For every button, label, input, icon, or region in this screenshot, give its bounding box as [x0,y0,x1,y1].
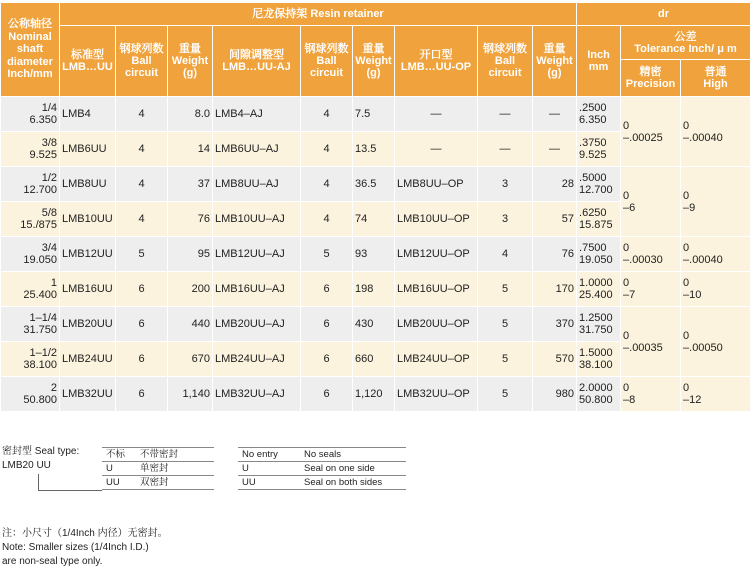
legend-desc: Seal on one side [300,462,406,476]
open-model-cell: LMB32UU–OP [395,377,478,412]
header-inch-mm: Inch mm [577,26,621,97]
header-dr: dr [577,3,750,26]
bracket-line [38,490,102,491]
adj-model-cell: LMB4–AJ [213,97,301,132]
seal-type-code: LMB20 UU [2,460,51,471]
weight-cell: 93 [353,237,395,272]
std-model-cell: LMB6UU [60,132,116,167]
std-model-cell: LMB10UU [60,202,116,237]
header-weight-1: 重量 Weight (g) [168,26,213,97]
weight-cell: 198 [353,272,395,307]
weight-cell: 570 [533,342,577,377]
ball-circuit-cell: 5 [478,342,533,377]
dr-cell: .2500 6.350 [577,97,621,132]
weight-cell: 57 [533,202,577,237]
note-en-line1: Note: Smaller sizes (1/4Inch I.D.) [2,542,149,553]
ball-circuit-cell: 5 [478,377,533,412]
ball-circuit-cell: 6 [301,342,353,377]
table-row [1,377,750,412]
tolerance-precision-cell: 0 –.00035 [621,307,681,377]
legend-code: 不标 [102,448,136,462]
adj-model-cell: LMB10UU–AJ [213,202,301,237]
weight-cell: 36.5 [353,167,395,202]
header-shaft: 公称轴径 Nominal shaft diameter Inch/mm [1,3,60,97]
header-high: 普通 High [681,60,750,97]
ball-circuit-cell: 3 [478,202,533,237]
weight-cell: — [533,97,577,132]
legend-desc: No seals [300,448,406,462]
ball-circuit-cell: 6 [116,307,168,342]
bracket-line [38,474,39,490]
seal-legend-en [238,447,406,490]
weight-cell: 76 [533,237,577,272]
legend-row [102,476,214,490]
ball-circuit-cell: 5 [116,237,168,272]
tolerance-precision-cell: 0 –.00030 [621,237,681,272]
legend-desc: 双密封 [136,476,214,490]
table-row [1,97,750,132]
legend-desc: Seal on both sides [300,476,406,490]
legend-desc: 不带密封 [136,448,214,462]
footnotes [2,527,168,569]
adj-model-cell: LMB12UU–AJ [213,237,301,272]
header-tolerance: 公差 Tolerance Inch/ μ m [621,26,750,60]
open-model-cell: LMB12UU–OP [395,237,478,272]
open-model-cell: LMB8UU–OP [395,167,478,202]
ball-circuit-cell: 6 [116,342,168,377]
tolerance-high-cell: 0 –.00040 [681,237,750,272]
table-row [1,237,750,272]
ball-circuit-cell: 4 [301,167,353,202]
ball-circuit-cell: 6 [301,377,353,412]
weight-cell: — [533,132,577,167]
dr-cell: 1.5000 38.100 [577,342,621,377]
ball-circuit-cell: 4 [301,97,353,132]
adj-model-cell: LMB16UU–AJ [213,272,301,307]
std-model-cell: LMB24UU [60,342,116,377]
tolerance-high-cell: 0 –.00050 [681,307,750,377]
tolerance-high-cell: 0 –12 [681,377,750,412]
header-ball-circuit-2: 钢球列数 Ball circuit [301,26,353,97]
legend-code: U [102,462,136,476]
weight-cell: 8.0 [168,97,213,132]
tolerance-precision-cell: 0 –8 [621,377,681,412]
std-model-cell: LMB8UU [60,167,116,202]
adj-model-cell: LMB8UU–AJ [213,167,301,202]
ball-circuit-cell: 4 [301,202,353,237]
shaft-cell: 1 25.400 [1,272,60,307]
weight-cell: 430 [353,307,395,342]
ball-circuit-cell: 6 [301,307,353,342]
ball-circuit-cell: 6 [116,272,168,307]
legend-row [102,462,214,476]
open-model-cell: LMB20UU–OP [395,307,478,342]
adj-model-cell: LMB24UU–AJ [213,342,301,377]
header-weight-2: 重量 Weight (g) [353,26,395,97]
weight-cell: 37 [168,167,213,202]
spec-table [0,2,750,412]
tolerance-high-cell: 0 –9 [681,167,750,237]
shaft-cell: 3/4 19.050 [1,237,60,272]
dr-cell: 2.0000 50.800 [577,377,621,412]
legend-row [102,448,214,462]
shaft-cell: 1/4 6.350 [1,97,60,132]
open-model-cell: LMB16UU–OP [395,272,478,307]
tolerance-precision-cell: 0 –7 [621,272,681,307]
weight-cell: 170 [533,272,577,307]
weight-cell: 980 [533,377,577,412]
note-cn: 注：小尺寸（1/4Inch 内径）无密封。 [2,528,168,539]
header-standard-model: 标准型 LMB…UU [60,26,116,97]
open-model-cell: — [395,97,478,132]
ball-circuit-cell: 5 [478,307,533,342]
weight-cell: 13.5 [353,132,395,167]
dr-cell: .7500 19.050 [577,237,621,272]
tolerance-precision-cell: 0 –.00025 [621,97,681,167]
weight-cell: 74 [353,202,395,237]
legend-row [238,462,406,476]
header-weight-3: 重量 Weight (g) [533,26,577,97]
ball-circuit-cell: 5 [301,237,353,272]
ball-circuit-cell: 4 [301,132,353,167]
ball-circuit-cell: 4 [116,202,168,237]
weight-cell: 440 [168,307,213,342]
weight-cell: 95 [168,237,213,272]
weight-cell: 7.5 [353,97,395,132]
weight-cell: 1,140 [168,377,213,412]
legend-row [238,448,406,462]
legend-code: No entry [238,448,300,462]
ball-circuit-cell: 5 [478,272,533,307]
adj-model-cell: LMB20UU–AJ [213,307,301,342]
header-adjustable-model: 间隙调整型 LMB…UU-AJ [213,26,301,97]
ball-circuit-cell: 3 [478,167,533,202]
legend-code: UU [102,476,136,490]
header-resin-retainer: 尼龙保持架 Resin retainer [60,3,577,26]
adj-model-cell: LMB6UU–AJ [213,132,301,167]
table-row [1,307,750,342]
ball-circuit-cell: 6 [116,377,168,412]
ball-circuit-cell: 4 [116,167,168,202]
std-model-cell: LMB12UU [60,237,116,272]
ball-circuit-cell: 4 [478,237,533,272]
ball-circuit-cell: — [478,97,533,132]
ball-circuit-cell: 4 [116,97,168,132]
std-model-cell: LMB32UU [60,377,116,412]
std-model-cell: LMB4 [60,97,116,132]
ball-circuit-cell: — [478,132,533,167]
legend-desc: 单密封 [136,462,214,476]
std-model-cell: LMB20UU [60,307,116,342]
dr-cell: 1.2500 31.750 [577,307,621,342]
dr-cell: .6250 15.875 [577,202,621,237]
header-ball-circuit-1: 钢球列数 Ball circuit [116,26,168,97]
table-row [1,167,750,202]
dr-cell: .3750 9.525 [577,132,621,167]
ball-circuit-cell: 6 [301,272,353,307]
std-model-cell: LMB16UU [60,272,116,307]
weight-cell: 14 [168,132,213,167]
shaft-cell: 1–1/2 38.100 [1,342,60,377]
tolerance-high-cell: 0 –.00040 [681,97,750,167]
tolerance-high-cell: 0 –10 [681,272,750,307]
shaft-cell: 2 50.800 [1,377,60,412]
open-model-cell: LMB24UU–OP [395,342,478,377]
weight-cell: 28 [533,167,577,202]
weight-cell: 370 [533,307,577,342]
header-open-model: 开口型 LMB…UU-OP [395,26,478,97]
ball-circuit-cell: 4 [116,132,168,167]
legend-row [238,476,406,490]
header-ball-circuit-3: 钢球列数 Ball circuit [478,26,533,97]
open-model-cell: — [395,132,478,167]
legend-code: UU [238,476,300,490]
table-row [1,272,750,307]
weight-cell: 76 [168,202,213,237]
dr-cell: 1.0000 25.400 [577,272,621,307]
open-model-cell: LMB10UU–OP [395,202,478,237]
seal-type-label: 密封型 Seal type: [2,446,80,457]
shaft-cell: 1/2 12.700 [1,167,60,202]
seal-legend-cn [102,447,214,490]
header-precision: 精密 Precision [621,60,681,97]
shaft-cell: 3/8 9.525 [1,132,60,167]
shaft-cell: 1–1/4 31.750 [1,307,60,342]
weight-cell: 200 [168,272,213,307]
tolerance-precision-cell: 0 –6 [621,167,681,237]
shaft-cell: 5/8 15./875 [1,202,60,237]
dr-cell: .5000 12.700 [577,167,621,202]
weight-cell: 670 [168,342,213,377]
weight-cell: 660 [353,342,395,377]
weight-cell: 1,120 [353,377,395,412]
legend-code: U [238,462,300,476]
note-en-line2: are non-seal type only. [2,556,103,567]
adj-model-cell: LMB32UU–AJ [213,377,301,412]
